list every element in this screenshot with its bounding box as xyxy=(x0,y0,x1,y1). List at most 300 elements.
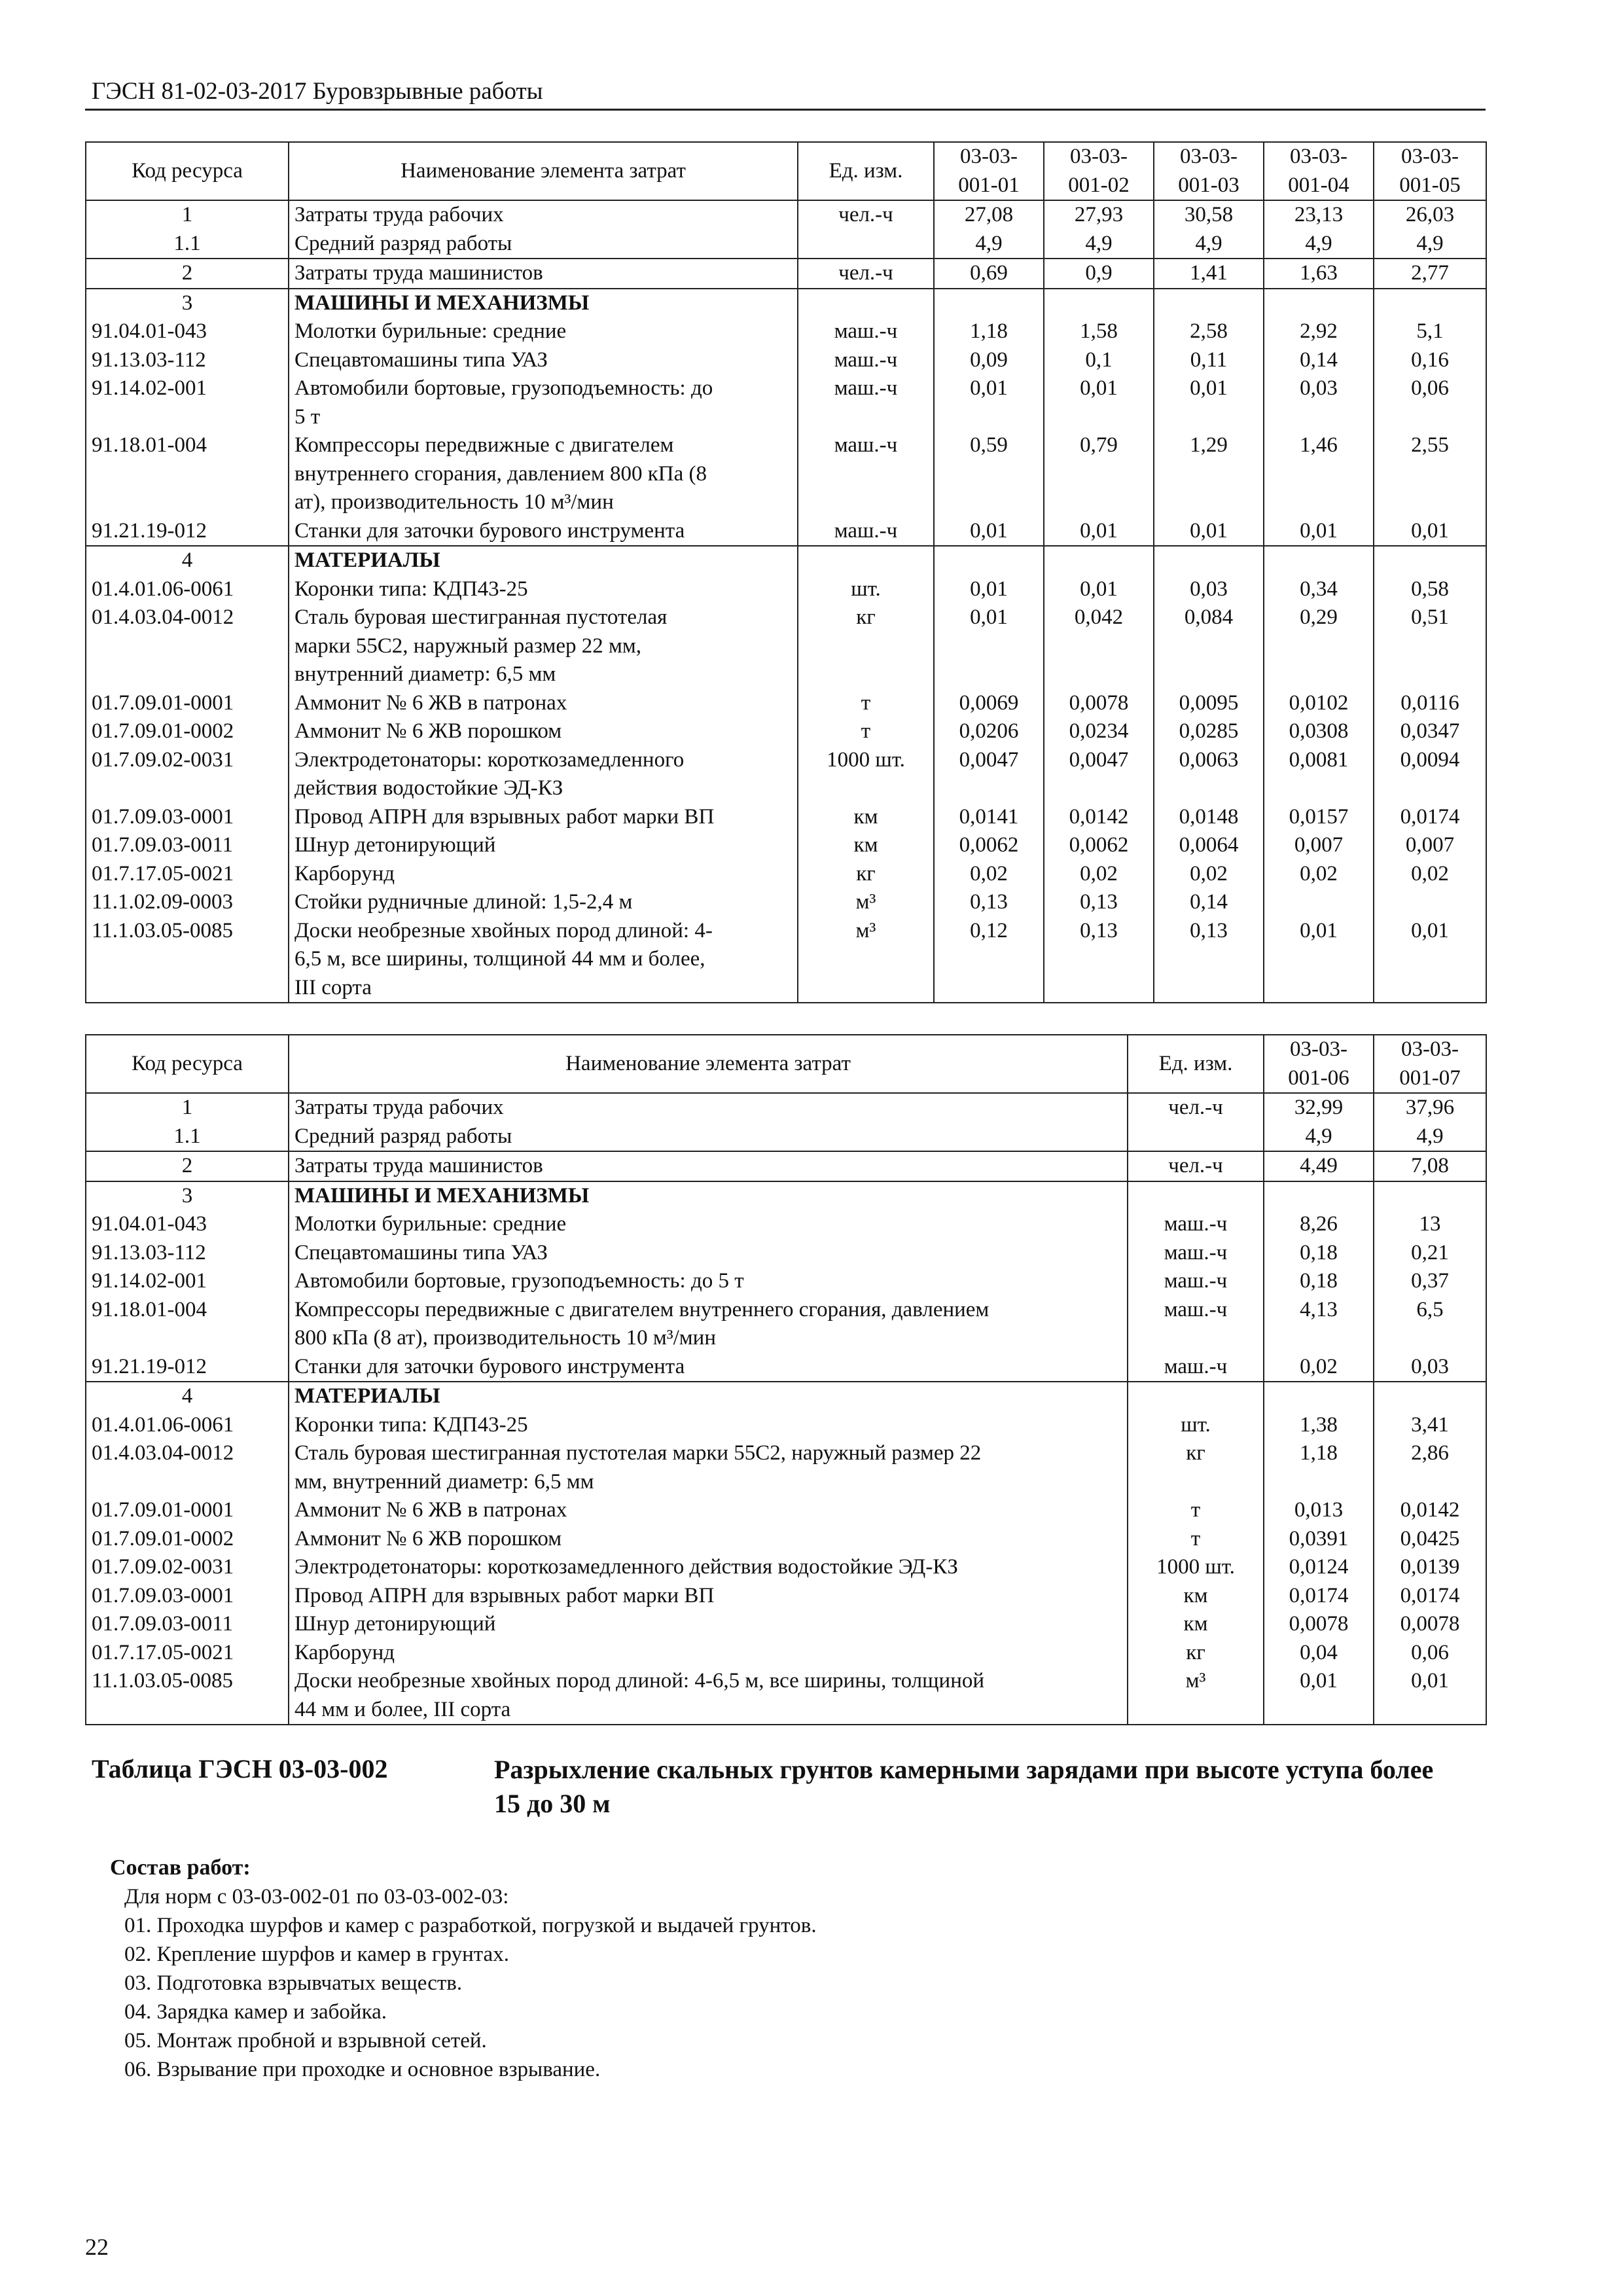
norm-value: 0,02 xyxy=(1264,860,1374,889)
resource-name-line: 5 т xyxy=(294,404,321,429)
resource-unit: маш.-ч xyxy=(1128,1296,1264,1353)
col-header-norm xyxy=(1154,142,1264,200)
resource-name-line: Средний разряд работы xyxy=(294,1124,512,1148)
table-header-row xyxy=(86,1035,1486,1093)
norm-value: 0,34 xyxy=(1264,575,1374,604)
works-item: 05. Монтаж пробной и взрывной сетей. xyxy=(124,2029,487,2053)
works-list xyxy=(124,1911,817,2084)
norm-value: 0,51 xyxy=(1374,603,1486,689)
resource-name xyxy=(289,230,798,259)
table-row xyxy=(86,1667,1486,1725)
norm-value: 0,01 xyxy=(934,603,1044,689)
resource-name xyxy=(289,200,798,230)
norm-code-part: 03-03- xyxy=(960,145,1018,168)
resource-name xyxy=(289,431,798,517)
table-row xyxy=(86,1496,1486,1525)
norm-value: 4,9 xyxy=(934,230,1044,259)
resource-name xyxy=(289,831,798,860)
table-row xyxy=(86,1411,1486,1440)
table-row xyxy=(86,803,1486,832)
norm-value xyxy=(1264,888,1374,917)
table-row xyxy=(86,888,1486,917)
resource-name-line: Автомобили бортовые, грузоподъемность: до xyxy=(294,376,713,400)
norm-value: 0,0174 xyxy=(1264,1582,1374,1611)
resource-name-line: Автомобили бортовые, грузоподъемность: до 5 т xyxy=(294,1269,744,1293)
norm-value: 0,11 xyxy=(1154,346,1264,375)
col-header-name: Наименование элемента затрат xyxy=(289,142,798,200)
resource-unit: т xyxy=(798,717,934,746)
norm-value: 0,01 xyxy=(934,374,1044,431)
table-row xyxy=(86,831,1486,860)
resource-name-line: Доски необрезные хвойных пород длиной: 4- xyxy=(294,918,713,942)
norm-value: 0,18 xyxy=(1264,1239,1374,1268)
resource-name xyxy=(289,1639,1128,1668)
table-row xyxy=(86,603,1486,689)
norm-value: 0,0047 xyxy=(934,746,1044,803)
resource-unit xyxy=(1128,1181,1264,1211)
resource-code: 01.7.17.05-0021 xyxy=(86,1639,289,1668)
norm-value: 0,14 xyxy=(1154,888,1264,917)
norm-value: 1,29 xyxy=(1154,431,1264,517)
norm-value: 5,1 xyxy=(1374,317,1486,346)
norm-value: 0,59 xyxy=(934,431,1044,517)
resource-name-line: внутреннего сгорания, давлением 800 кПа (8 xyxy=(294,461,707,486)
norm-value: 0,007 xyxy=(1374,831,1486,860)
norm-value: 0,13 xyxy=(1154,917,1264,1003)
norm-value: 13 xyxy=(1374,1210,1486,1239)
resource-name xyxy=(289,1439,1128,1496)
norm-value: 0,01 xyxy=(1264,917,1374,1003)
resource-name xyxy=(289,374,798,431)
resource-unit: км xyxy=(1128,1582,1264,1611)
norm-value: 1,38 xyxy=(1264,1411,1374,1440)
norm-value: 23,13 xyxy=(1264,200,1374,230)
norm-value: 0,0141 xyxy=(934,803,1044,832)
resource-unit: кг xyxy=(798,603,934,689)
resource-name xyxy=(289,1210,1128,1239)
resource-code: 91.04.01-043 xyxy=(86,317,289,346)
table-row xyxy=(86,1296,1486,1353)
resource-code: 01.7.09.02-0031 xyxy=(86,746,289,803)
resource-unit: чел.-ч xyxy=(798,259,934,289)
resource-name-line: Аммонит № 6 ЖВ в патронах xyxy=(294,691,567,715)
resource-name xyxy=(289,1667,1128,1725)
norm-value: 4,9 xyxy=(1374,1122,1486,1152)
norm-value: 0,37 xyxy=(1374,1267,1486,1296)
norm-value: 2,92 xyxy=(1264,317,1374,346)
resource-code: 01.4.01.06-0061 xyxy=(86,1411,289,1440)
resource-code: 01.7.09.01-0001 xyxy=(86,1496,289,1525)
norm-value: 1,41 xyxy=(1154,259,1264,289)
resource-unit: чел.-ч xyxy=(798,200,934,230)
col-header-norm xyxy=(1264,1035,1374,1093)
norm-value: 2,58 xyxy=(1154,317,1264,346)
header-rule xyxy=(85,109,1486,111)
resource-name xyxy=(289,575,798,604)
resource-name-line: Коронки типа: КДП43-25 xyxy=(294,1412,528,1437)
norm-value xyxy=(934,289,1044,318)
norm-value: 0,0157 xyxy=(1264,803,1374,832)
norm-value: 0,0391 xyxy=(1264,1525,1374,1554)
table-row xyxy=(86,374,1486,431)
resource-unit: кг xyxy=(1128,1639,1264,1668)
resource-name-line: Шнур детонирующий xyxy=(294,1612,496,1636)
table-caption-label: Таблица ГЭСН 03-03-002 xyxy=(92,1754,388,1784)
resource-name xyxy=(289,1267,1128,1296)
norm-value: 0,01 xyxy=(1154,517,1264,547)
resource-unit: маш.-ч xyxy=(798,317,934,346)
table-row xyxy=(86,689,1486,718)
resource-name-line: Сталь буровая шестигранная пустотелая марки 55С2, наружный размер 22 xyxy=(294,1441,982,1465)
resource-code: 01.7.09.03-0001 xyxy=(86,1582,289,1611)
resource-name xyxy=(289,1411,1128,1440)
resource-code: 1 xyxy=(86,200,289,230)
col-header-norm xyxy=(1374,1035,1486,1093)
norm-value: 0,0148 xyxy=(1154,803,1264,832)
resource-name-line: ат), производительность 10 м³/мин xyxy=(294,490,614,514)
norm-value: 4,9 xyxy=(1264,1122,1374,1152)
resource-name-line: III сорта xyxy=(294,975,372,999)
table-row xyxy=(86,1093,1486,1122)
resource-name xyxy=(289,1582,1128,1611)
resource-unit: маш.-ч xyxy=(798,517,934,547)
resource-unit: маш.-ч xyxy=(798,374,934,431)
table-row xyxy=(86,717,1486,746)
resource-name-line: Молотки бурильные: средние xyxy=(294,319,567,343)
norm-value: 0,06 xyxy=(1374,374,1486,431)
resource-unit xyxy=(798,230,934,259)
norm-value xyxy=(934,546,1044,575)
norm-value: 1,58 xyxy=(1044,317,1154,346)
norm-code-part: 03-03- xyxy=(1180,145,1238,168)
resource-unit: маш.-ч xyxy=(1128,1267,1264,1296)
resource-code: 2 xyxy=(86,259,289,289)
resource-unit: 1000 шт. xyxy=(798,746,934,803)
norm-value: 0,13 xyxy=(934,888,1044,917)
resource-code: 11.1.03.05-0085 xyxy=(86,1667,289,1725)
works-intro: Для норм с 03-03-002-01 по 03-03-002-03: xyxy=(124,1885,509,1909)
table-row xyxy=(86,1353,1486,1382)
norm-value: 0,02 xyxy=(1154,860,1264,889)
document-header-title: ГЭСН 81-02-03-2017 Буровзрывные работы xyxy=(92,78,543,105)
norm-value xyxy=(1044,546,1154,575)
table-row xyxy=(86,259,1486,289)
resource-table-2 xyxy=(85,1034,1487,1725)
resource-name-line: Карборунд xyxy=(294,861,395,886)
norm-value xyxy=(1374,289,1486,318)
norm-code-part: 001-07 xyxy=(1399,1066,1461,1090)
resource-unit: 1000 шт. xyxy=(1128,1553,1264,1582)
resource-name xyxy=(289,1382,1128,1411)
norm-value: 0,0047 xyxy=(1044,746,1154,803)
resource-name-line: МАШИНЫ И МЕХАНИЗМЫ xyxy=(294,291,590,315)
norm-value: 4,9 xyxy=(1264,230,1374,259)
resource-unit: маш.-ч xyxy=(798,431,934,517)
table-row xyxy=(86,1239,1486,1268)
resource-name-line: Затраты труда машинистов xyxy=(294,1154,543,1177)
norm-code-part: 03-03- xyxy=(1401,1037,1459,1061)
norm-code-part: 001-05 xyxy=(1399,173,1461,197)
norm-value xyxy=(1154,546,1264,575)
norm-value: 0,21 xyxy=(1374,1239,1486,1268)
resource-name-line: Спецавтомашины типа УАЗ xyxy=(294,348,548,372)
norm-value: 0,007 xyxy=(1264,831,1374,860)
norm-value: 0,01 xyxy=(934,517,1044,547)
works-title: Состав работ: xyxy=(110,1856,251,1880)
works-item: 06. Взрывание при проходке и основное взрывание. xyxy=(124,2058,601,2081)
norm-value: 0,04 xyxy=(1264,1639,1374,1668)
table-row xyxy=(86,1639,1486,1668)
table-row xyxy=(86,746,1486,803)
norm-value: 0,0102 xyxy=(1264,689,1374,718)
resource-code: 01.7.09.03-0011 xyxy=(86,1610,289,1639)
table-row xyxy=(86,546,1486,575)
resource-code: 91.21.19-012 xyxy=(86,1353,289,1382)
norm-value: 0,03 xyxy=(1264,374,1374,431)
resource-unit: км xyxy=(798,831,934,860)
works-item: 03. Подготовка взрывчатых веществ. xyxy=(124,1971,463,1995)
norm-value: 0,0124 xyxy=(1264,1553,1374,1582)
resource-unit: шт. xyxy=(798,575,934,604)
resource-name-line: Доски необрезные хвойных пород длиной: 4-6,5 м, все ширины, толщиной xyxy=(294,1669,985,1693)
norm-value: 7,08 xyxy=(1374,1151,1486,1181)
col-header-code: Код ресурса xyxy=(86,1035,289,1093)
table-row xyxy=(86,346,1486,375)
resource-table-1 xyxy=(85,141,1487,1003)
norm-value xyxy=(1264,546,1374,575)
norm-value: 0,18 xyxy=(1264,1267,1374,1296)
resource-code: 01.7.09.03-0001 xyxy=(86,803,289,832)
resource-code: 3 xyxy=(86,289,289,318)
norm-value xyxy=(1264,289,1374,318)
resource-name-line: мм, внутренний диаметр: 6,5 мм xyxy=(294,1469,594,1494)
col-header-norm xyxy=(934,142,1044,200)
norm-value: 0,0142 xyxy=(1044,803,1154,832)
norm-value: 0,0347 xyxy=(1374,717,1486,746)
table-row xyxy=(86,289,1486,318)
resource-name-line: Электродетонаторы: короткозамедленного действия водостойкие ЭД-КЗ xyxy=(294,1555,958,1579)
resource-name-line: действия водостойкие ЭД-КЗ xyxy=(294,776,563,800)
resource-code: 1 xyxy=(86,1093,289,1122)
resource-name xyxy=(289,1553,1128,1582)
norm-value: 2,77 xyxy=(1374,259,1486,289)
resource-code: 91.14.02-001 xyxy=(86,1267,289,1296)
norm-value: 2,55 xyxy=(1374,431,1486,517)
resource-code: 01.7.09.01-0002 xyxy=(86,717,289,746)
norm-code-part: 03-03- xyxy=(1290,1037,1347,1061)
norm-value xyxy=(1044,289,1154,318)
resource-code: 2 xyxy=(86,1151,289,1181)
norm-value: 0,29 xyxy=(1264,603,1374,689)
norm-value xyxy=(1374,888,1486,917)
table-header-row xyxy=(86,142,1486,200)
resource-code: 01.7.09.02-0031 xyxy=(86,1553,289,1582)
table-row xyxy=(86,1582,1486,1611)
resource-name xyxy=(289,860,798,889)
col-header-unit: Ед. изм. xyxy=(1128,1035,1264,1093)
resource-name-line: Затраты труда рабочих xyxy=(294,203,504,226)
norm-value: 4,49 xyxy=(1264,1151,1374,1181)
resource-unit: км xyxy=(1128,1610,1264,1639)
resource-unit: маш.-ч xyxy=(1128,1353,1264,1382)
norm-value: 3,41 xyxy=(1374,1411,1486,1440)
col-header-norm xyxy=(1264,142,1374,200)
resource-code: 01.7.09.01-0002 xyxy=(86,1525,289,1554)
norm-value: 0,0081 xyxy=(1264,746,1374,803)
resource-unit: м³ xyxy=(798,917,934,1003)
resource-name-line: Аммонит № 6 ЖВ порошком xyxy=(294,1526,562,1551)
resource-unit: маш.-ч xyxy=(1128,1239,1264,1268)
resource-name-line: Затраты труда рабочих xyxy=(294,1096,504,1119)
table-row xyxy=(86,1382,1486,1411)
resource-name-line: Электродетонаторы: короткозамедленного xyxy=(294,747,685,772)
norm-value: 0,03 xyxy=(1154,575,1264,604)
resource-name-line: Аммонит № 6 ЖВ в патронах xyxy=(294,1498,567,1522)
norm-value: 0,0116 xyxy=(1374,689,1486,718)
norm-value: 0,0094 xyxy=(1374,746,1486,803)
norm-value: 4,13 xyxy=(1264,1296,1374,1353)
norm-value: 0,0095 xyxy=(1154,689,1264,718)
norm-value: 0,16 xyxy=(1374,346,1486,375)
norm-value: 0,13 xyxy=(1044,888,1154,917)
resource-name-line: марки 55С2, наружный размер 22 мм, xyxy=(294,634,641,658)
norm-value: 0,01 xyxy=(1374,917,1486,1003)
resource-name-line: 6,5 м, все ширины, толщиной 44 мм и более, xyxy=(294,947,705,971)
norm-value: 1,63 xyxy=(1264,259,1374,289)
norm-value: 1,18 xyxy=(934,317,1044,346)
resource-name xyxy=(289,1239,1128,1268)
norm-value: 0,0078 xyxy=(1374,1610,1486,1639)
resource-unit xyxy=(1128,1382,1264,1411)
norm-value: 0,01 xyxy=(1264,517,1374,547)
table-row xyxy=(86,317,1486,346)
norm-value: 4,9 xyxy=(1374,230,1486,259)
norm-value: 0,0078 xyxy=(1044,689,1154,718)
norm-value: 26,03 xyxy=(1374,200,1486,230)
resource-code: 01.4.03.04-0012 xyxy=(86,1439,289,1496)
resource-name-line: Средний разряд работы xyxy=(294,231,512,255)
resource-name xyxy=(289,746,798,803)
norm-code-part: 001-06 xyxy=(1288,1066,1349,1090)
norm-value: 0,042 xyxy=(1044,603,1154,689)
resource-name-line: 800 кПа (8 ат), производительность 10 м³/мин xyxy=(294,1326,716,1350)
resource-code: 01.4.03.04-0012 xyxy=(86,603,289,689)
resource-name-line: 44 мм и более, III сорта xyxy=(294,1697,511,1721)
table-row xyxy=(86,517,1486,547)
norm-value: 30,58 xyxy=(1154,200,1264,230)
table-row xyxy=(86,1151,1486,1181)
resource-name xyxy=(289,689,798,718)
col-header-name: Наименование элемента затрат xyxy=(289,1035,1128,1093)
resource-unit: т xyxy=(1128,1496,1264,1525)
norm-value: 37,96 xyxy=(1374,1093,1486,1122)
resource-code: 91.13.03-112 xyxy=(86,346,289,375)
resource-unit xyxy=(1128,1122,1264,1152)
resource-unit: чел.-ч xyxy=(1128,1151,1264,1181)
norm-value xyxy=(1374,1181,1486,1211)
resource-name xyxy=(289,1093,1128,1122)
resource-name-line: Затраты труда машинистов xyxy=(294,261,543,285)
norm-value: 0,0064 xyxy=(1154,831,1264,860)
norm-value: 1,18 xyxy=(1264,1439,1374,1496)
resource-name-line: Сталь буровая шестигранная пустотелая xyxy=(294,605,668,629)
norm-value: 32,99 xyxy=(1264,1093,1374,1122)
resource-name-line: Станки для заточки бурового инструмента xyxy=(294,518,685,543)
resource-name xyxy=(289,546,798,575)
norm-value: 0,02 xyxy=(1374,860,1486,889)
table-row xyxy=(86,575,1486,604)
resource-name-line: Компрессоры передвижные с двигателем xyxy=(294,433,674,457)
norm-value: 0,0308 xyxy=(1264,717,1374,746)
norm-value: 0,01 xyxy=(1264,1667,1374,1725)
norm-value xyxy=(1154,289,1264,318)
norm-value: 0,01 xyxy=(1044,517,1154,547)
norm-value: 0,084 xyxy=(1154,603,1264,689)
norm-value: 0,013 xyxy=(1264,1496,1374,1525)
resource-unit: т xyxy=(1128,1525,1264,1554)
table-row xyxy=(86,1122,1486,1152)
resource-unit: м³ xyxy=(798,888,934,917)
resource-name xyxy=(289,289,798,318)
resource-code: 3 xyxy=(86,1181,289,1211)
resource-code: 1.1 xyxy=(86,230,289,259)
works-item: 04. Зарядка камер и забойка. xyxy=(124,2000,387,2024)
resource-name-line: Коронки типа: КДП43-25 xyxy=(294,577,528,601)
table-row xyxy=(86,1525,1486,1554)
resource-unit: чел.-ч xyxy=(1128,1093,1264,1122)
resource-code: 91.04.01-043 xyxy=(86,1210,289,1239)
resource-name xyxy=(289,803,798,832)
works-item: 02. Крепление шурфов и камер в грунтах. xyxy=(124,1943,509,1966)
table-caption-text: Разрыхление скальных грунтов камерными зарядами при высоте уступа более 15 до 30 м xyxy=(494,1755,1434,1818)
resource-name-line: МАШИНЫ И МЕХАНИЗМЫ xyxy=(294,1183,590,1208)
norm-value xyxy=(1374,1382,1486,1411)
resource-name-line: Компрессоры передвижные с двигателем внутреннего сгорания, давлением xyxy=(294,1297,990,1321)
resource-name-line: Молотки бурильные: средние xyxy=(294,1212,567,1236)
resource-name xyxy=(289,1353,1128,1382)
norm-code-part: 001-01 xyxy=(958,173,1020,197)
resource-name xyxy=(289,917,798,1003)
resource-name xyxy=(289,1151,1128,1181)
resource-name xyxy=(289,517,798,547)
norm-value: 27,93 xyxy=(1044,200,1154,230)
resource-name xyxy=(289,717,798,746)
norm-code-part: 001-04 xyxy=(1288,173,1349,197)
table-row xyxy=(86,1553,1486,1582)
resource-name xyxy=(289,1610,1128,1639)
resource-code: 01.7.17.05-0021 xyxy=(86,860,289,889)
works-item: 01. Проходка шурфов и камер с разработкой, погрузкой и выдачей грунтов. xyxy=(124,1914,817,1937)
resource-name-line: Спецавтомашины типа УАЗ xyxy=(294,1240,548,1265)
resource-unit: км xyxy=(798,803,934,832)
table-row xyxy=(86,230,1486,259)
resource-name xyxy=(289,1296,1128,1353)
norm-value: 0,9 xyxy=(1044,259,1154,289)
resource-name xyxy=(289,259,798,289)
resource-name xyxy=(289,1181,1128,1211)
resource-name xyxy=(289,888,798,917)
table-row xyxy=(86,1439,1486,1496)
table-row xyxy=(86,860,1486,889)
norm-value: 0,01 xyxy=(1374,1667,1486,1725)
norm-value xyxy=(1264,1181,1374,1211)
norm-value: 0,0174 xyxy=(1374,1582,1486,1611)
resource-unit xyxy=(798,546,934,575)
resource-name-line: Карборунд xyxy=(294,1640,395,1664)
norm-value: 0,0063 xyxy=(1154,746,1264,803)
resource-code: 4 xyxy=(86,1382,289,1411)
norm-value: 0,79 xyxy=(1044,431,1154,517)
